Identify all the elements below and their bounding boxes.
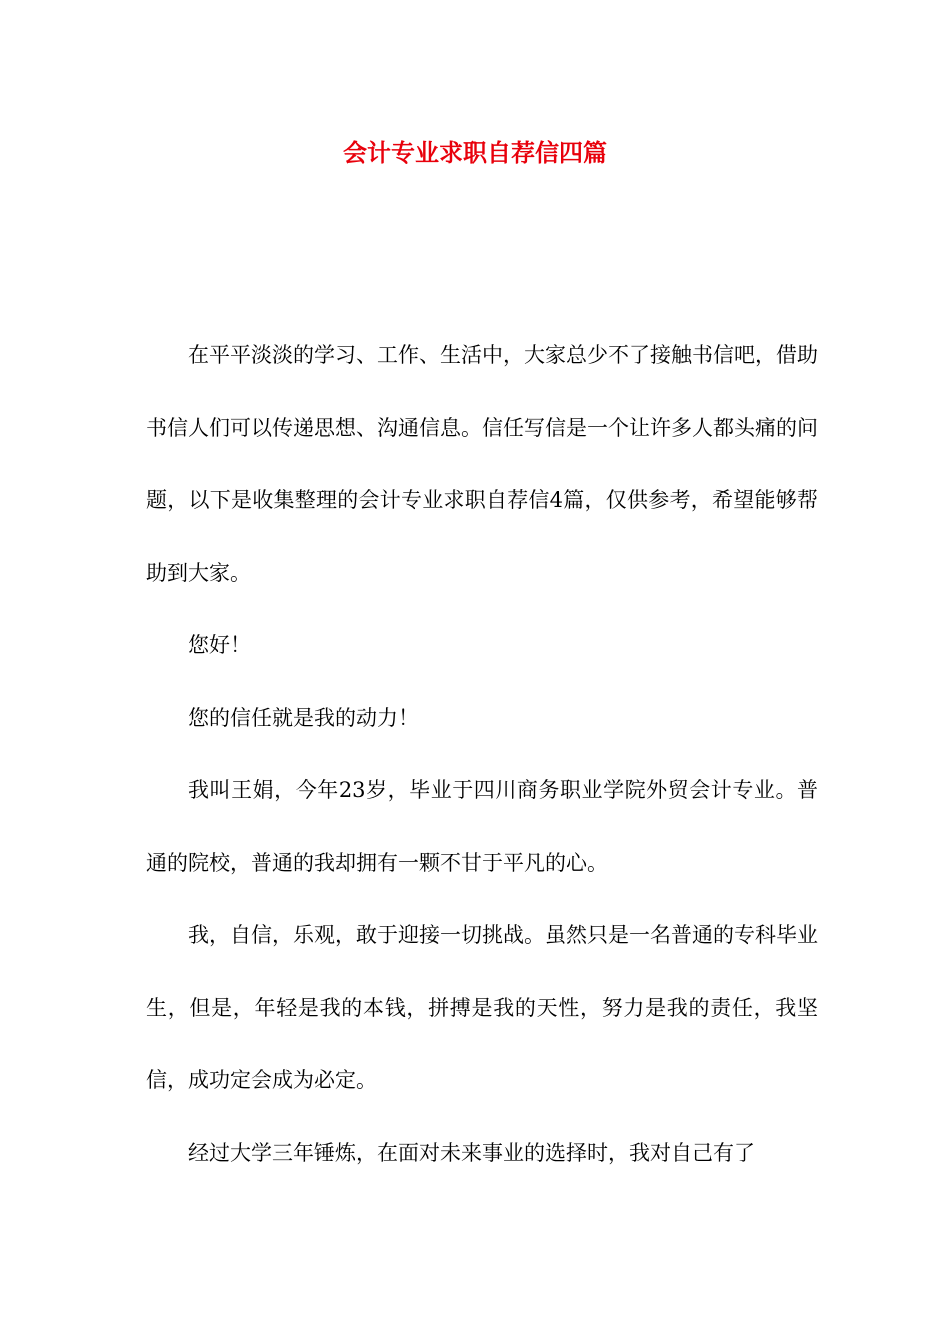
paragraph-trust: 您的信任就是我的动力！ (188, 705, 419, 730)
paragraph-greeting: 您好！ (188, 633, 251, 657)
document-body (146, 319, 818, 1189)
paragraph-personality: 我，自信，乐观，敢于迎接一切挑战。虽然只是一名普通的专科毕业生，但是，年轻是我的本钱，拼搏是我的天性，努力是我的责任，我坚信，成功定会成为必定。 (146, 923, 818, 1092)
paragraph-intro: 在平平淡淡的学习、工作、生活中，大家总少不了接触书信吧，借助书信人们可以传递思想、沟通信息。信任写信是一个让许多人都头痛的问题，以下是收集整理的会计专业求职自荐信4篇，仅供参考，希望能够帮助到大家。 (146, 343, 818, 585)
paragraph-experience: 经过大学三年锤炼，在面对未来事业的选择时，我对自己有了 (188, 1140, 755, 1165)
paragraph-self-intro: 我叫王娟，今年23岁，毕业于四川商务职业学院外贸会计专业。普通的院校，普通的我却拥有一颗不甘于平凡的心。 (146, 778, 818, 875)
document-title: 会计专业求职自荐信四篇 (343, 139, 607, 167)
